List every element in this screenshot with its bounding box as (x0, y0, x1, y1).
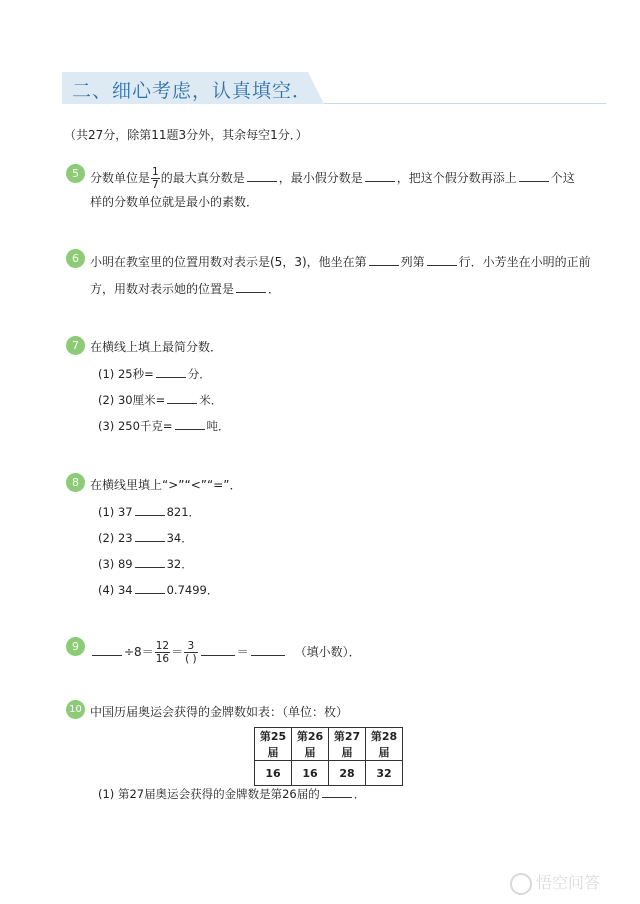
q8-subitem-4 (98, 582, 218, 598)
question-10-stem: 中国历届奥运会获得的金牌数如表：（单位：枚） (90, 705, 349, 719)
subitem-unit: 分． (187, 367, 211, 381)
fraction-denominator: 16 (155, 653, 170, 665)
subitem-text: (2) 23 (98, 531, 133, 545)
q7-subitem-2 (98, 392, 222, 408)
subitem-text: (3) 89 (98, 557, 133, 571)
q5-text-4: ，把这个假分数再添上 (396, 171, 517, 185)
question-5-line-2: 样的分数单位就是最小的素数． (90, 195, 259, 209)
question-number-badge: 9 (66, 637, 85, 656)
table-cell: 16 (255, 761, 292, 786)
q6-text-2: 列第 (400, 255, 425, 269)
q6-text-3: 行．小芳坐在小明的正前 (458, 255, 591, 269)
fraction-numerator: 12 (155, 640, 170, 652)
question-5-line-1 (90, 166, 575, 191)
q8-subitem-1 (98, 504, 200, 520)
q8-subitem-2 (98, 530, 193, 546)
answer-blank[interactable] (369, 254, 399, 266)
q5-text-1: 分数单位是 (90, 171, 151, 185)
q6-text-1: 小明在教室里的位置用数对表示是(5，3)，他坐在第 (90, 255, 367, 269)
table-cell: 28 (329, 761, 366, 786)
subitem-value: 34． (166, 531, 193, 545)
table-header-cell: 第27届 (329, 728, 366, 761)
subitem-value: 0.7499． (166, 583, 219, 597)
answer-blank[interactable] (365, 170, 395, 182)
q5-text-2: 的最大真分数是 (160, 171, 245, 185)
answer-blank[interactable] (322, 786, 352, 798)
fraction-numerator: 3 (184, 640, 198, 653)
subitem-value: 32． (166, 557, 193, 571)
fraction-denominator: 7 (152, 179, 159, 191)
table-header-cell: 第25届 (255, 728, 292, 761)
banner-underline (324, 103, 606, 104)
section-title: 二、细心考虑，认真填空． (72, 80, 313, 102)
section-banner (62, 72, 324, 104)
q8-subitem-3 (98, 556, 193, 572)
subitem-end: ． (353, 787, 366, 801)
q6-text-5: ． (268, 282, 281, 296)
q7-subitem-3 (98, 418, 230, 434)
question-6-line-2 (90, 281, 280, 297)
answer-blank[interactable] (135, 556, 165, 568)
answer-blank[interactable] (92, 644, 122, 656)
answer-blank[interactable] (175, 418, 205, 430)
answer-blank[interactable] (135, 582, 165, 594)
question-number-badge: 5 (66, 164, 85, 183)
gold-medal-table (254, 727, 403, 786)
fraction-denominator[interactable]: ( ) (185, 653, 197, 665)
table-header-cell: 第26届 (292, 728, 329, 761)
answer-blank[interactable] (251, 644, 285, 656)
answer-blank[interactable] (427, 254, 457, 266)
section-note: （共27分，除第11题3分外，其余每空1分．） (64, 128, 308, 142)
subitem-text: (1) 第27届奥运会获得的金牌数是第26届的 (98, 787, 320, 801)
fraction-one-seventh (151, 166, 160, 191)
question-number-badge: 8 (66, 473, 85, 492)
question-9-line (90, 640, 361, 665)
question-7-stem: 在横线上填上最简分数． (90, 340, 223, 354)
table-header-row (255, 728, 403, 761)
table-header-cell: 第28届 (366, 728, 403, 761)
question-6-line-1 (90, 254, 591, 270)
answer-blank[interactable] (156, 366, 186, 378)
equals-sign: ＝ (171, 645, 184, 659)
question-number-badge: 6 (66, 249, 85, 268)
q9-text-2: （填小数）． (294, 645, 361, 659)
question-number-badge: 10 (66, 700, 85, 719)
q5-text-5: 个这 (550, 171, 575, 185)
answer-blank[interactable] (236, 281, 266, 293)
table-cell: 16 (292, 761, 329, 786)
subitem-text: (1) 25秒= (98, 367, 154, 381)
answer-blank[interactable] (167, 392, 197, 404)
q6-text-4: 方，用数对表示她的位置是 (90, 282, 235, 296)
fraction-twelve-sixteenths (155, 640, 170, 665)
watermark (510, 870, 600, 895)
table-cell: 32 (366, 761, 403, 786)
subitem-value: 821． (166, 505, 201, 519)
fraction-three-over-blank (184, 640, 198, 665)
table-row (255, 761, 403, 786)
answer-blank[interactable] (135, 530, 165, 542)
subitem-unit: 米． (199, 393, 223, 407)
q10-subitem-1 (98, 786, 365, 802)
q5-text-3: ，最小假分数是 (278, 171, 363, 185)
q9-text-1: ÷8＝ (124, 645, 154, 659)
subitem-text: (1) 37 (98, 505, 133, 519)
subitem-text: (2) 30厘米= (98, 393, 166, 407)
subitem-text: (4) 34 (98, 583, 133, 597)
subitem-unit: 吨． (206, 419, 230, 433)
answer-blank[interactable] (135, 504, 165, 516)
fraction-numerator: 1 (152, 166, 159, 178)
answer-blank[interactable] (247, 170, 277, 182)
answer-blank[interactable] (201, 644, 235, 656)
question-8-stem: 在横线里填上“>”“<”“=”． (90, 478, 242, 492)
answer-blank[interactable] (519, 170, 549, 182)
equals-sign: ＝ (236, 645, 249, 659)
question-number-badge: 7 (66, 336, 85, 355)
subitem-text: (3) 250千克= (98, 419, 173, 433)
watermark-text: 悟空问答 (536, 873, 601, 892)
q7-subitem-1 (98, 366, 211, 382)
wukong-logo-icon (510, 873, 532, 895)
